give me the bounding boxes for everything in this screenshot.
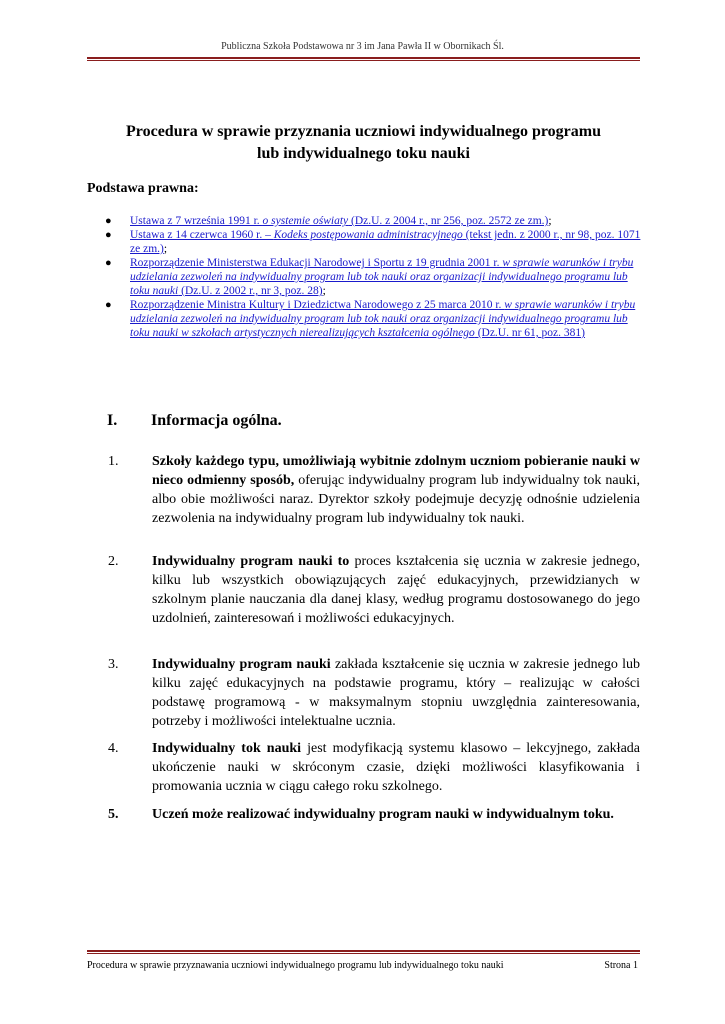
legal-link-2[interactable]: Ustawa z 14 czerwca 1960 r. – Kodeks postępowania administracyjnego (tekst jedn. z 2000 r., nr 98, poz. 1071 ze zm.) [130, 229, 641, 255]
page-number: Strona 1 [604, 960, 638, 971]
paragraph-number: 5. [108, 807, 119, 822]
paragraph-number: 4. [108, 741, 119, 756]
legal-basis-label: Podstawa prawna: [87, 181, 199, 196]
chapter-number: I. [107, 412, 118, 429]
paragraph-number: 3. [108, 657, 119, 672]
paragraph-1: 1. Szkoły każdego typu, umożliwiają wybitnie zdolnym uczniom pobieranie nauki w nieco odmienny sposób, oferując indywidualny program lub indywidualny tok nauki, albo obie możliwości naraz. Dyrektor szkoły podejmuje decyzję odnośnie udzielenia zezwolenia na indywidualny program lub indywidualny tok nauki. [108, 454, 640, 526]
legal-link-4[interactable]: Rozporządzenie Ministra Kultury i Dziedzictwa Narodowego z 25 marca 2010 r. w sprawie warunków i trybu udzielania zezwoleń na indywidualny program lub tok nauki oraz organizacji indywidualnego programu lub toku nauki w szkołach artystycznych nierealizujących kształcenia ogólnego (Dz.U. nr 61, poz. 381) [130, 299, 636, 339]
paragraph-4: 4. Indywidualny tok nauki jest modyfikacją systemu klasowo – lekcyjnego, zakłada ukończenie nauki w skróconym czasie, dzięki możliwości klasyfikowania i promowania ucznia w ciągu całego roku szkolnego. [108, 741, 640, 794]
legal-basis-item [105, 298, 645, 340]
chapter-heading [107, 412, 282, 430]
bullet-icon: ● [105, 215, 112, 227]
paragraph-number: 2. [108, 554, 119, 569]
page-header: Publiczna Szkoła Podstawowa nr 3 im Jana Pawła II w Obornikach Śl. [221, 41, 504, 52]
paragraph-5: 5. Uczeń może realizować indywidualny program nauki w indywidualnym toku. [108, 807, 614, 822]
header-rule [87, 57, 640, 59]
legal-basis-item: ● Ustawa z 7 września 1991 r. o systemie oświaty (Dz.U. z 2004 r., nr 256, poz. 2572 ze zm.); [105, 215, 552, 227]
header-rule-thin [87, 60, 640, 61]
bullet-icon: ● [105, 257, 112, 269]
footer-rule-thin [87, 953, 640, 954]
document-title [87, 121, 640, 165]
legal-link-1[interactable]: Ustawa z 7 września 1991 r. o systemie oświaty (Dz.U. z 2004 r., nr 256, poz. 2572 ze zm.) [130, 215, 549, 227]
legal-basis-list [105, 214, 645, 340]
chapter-title: Informacja ogólna. [151, 412, 282, 429]
bullet-icon: ● [105, 299, 112, 311]
paragraph-3: 3. Indywidualny program nauki zakłada kształcenie się ucznia w zakresie jednego lub kilku zajęć edukacyjnych na podstawie programu, który – realizując w całości podstawę programową - w maksymalnym stopniu uwzględnia zainteresowania, potrzeby i możliwości intelektualne ucznia. [108, 657, 641, 729]
paragraph-number: 1. [108, 454, 119, 469]
legal-basis-item: ● Rozporządzenie Ministerstwa Edukacji Narodowej i Sportu z 19 grudnia 2001 r. w sprawie warunków i trybu udzielania zezwoleń na indywidualny program lub tok nauki oraz organizacji indywidualnego programu lub toku nauki (Dz.U. z 2002 r., nr 3, poz. 28); [105, 257, 634, 297]
legal-basis-item: ● Ustawa z 14 czerwca 1960 r. – Kodeks postępowania administracyjnego (tekst jedn. z 2000 r., nr 98, poz. 1071 ze zm.); [105, 229, 641, 255]
footer-rule [87, 950, 640, 952]
bullet-icon: ● [105, 229, 112, 241]
footer-title: Procedura w sprawie przyznawania uczniowi indywidualnego programu lub indywidualnego toku nauki [87, 960, 504, 971]
title-line-1: Procedura w sprawie przyznania uczniowi indywidualnego programu [126, 123, 601, 140]
title-line-2: lub indywidualnego toku nauki [257, 145, 470, 162]
legal-link-3[interactable]: Rozporządzenie Ministerstwa Edukacji Narodowej i Sportu z 19 grudnia 2001 r. w sprawie warunków i trybu udzielania zezwoleń na indywidualny program lub tok nauki oraz organizacji indywidualnego programu lub toku nauki (Dz.U. z 2002 r., nr 3, poz. 28) [130, 257, 634, 297]
paragraph-2: 2. Indywidualny program nauki to proces kształcenia się ucznia w zakresie jednego, kilku lub wszystkich obowiązujących zajęć edukacyjnych, przewidzianych w szkolnym planie nauczania dla danej klasy, według programu dostosowanego do jego uzdolnień, zainteresowań i możliwości edukacyjnych. [108, 554, 640, 626]
